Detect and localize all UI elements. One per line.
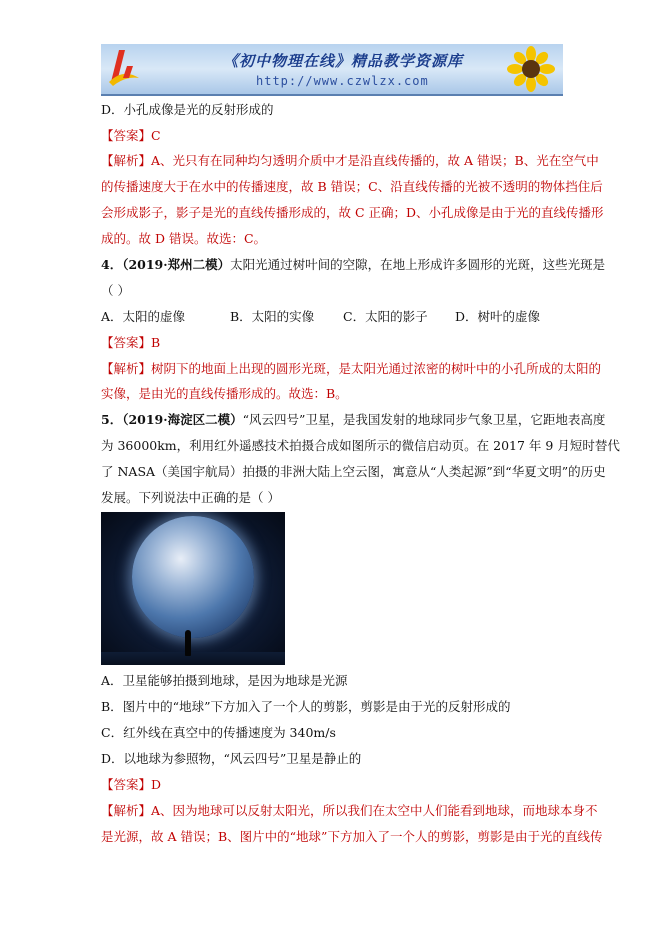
q5-option-a: A．卫星能够拍摄到地球，是因为地球是光源 (101, 673, 348, 688)
site-logo-icon (105, 48, 141, 90)
question-4-number: 4． (101, 257, 123, 272)
question-4 (101, 257, 605, 273)
q5-option-b: B．图片中的“地球”下方加入了一个人的剪影，剪影是由于光的反射形成的 (101, 699, 511, 714)
prev-option-d: D．小孔成像是光的反射形成的 (101, 102, 274, 117)
analysis-4-line-2: 实像，是由光的直线传播形成的。故选：B。 (101, 386, 348, 401)
analysis-5-line-1: 【解析】A、因为地球可以反射太阳光，所以我们在太空中人们能看到地球，而地球本身不 (101, 803, 598, 818)
analysis-3-line-3: 会形成影子，影子是光的直线传播形成的，故 C 正确；D、小孔成像是由于光的直线传播形 (101, 205, 604, 220)
ground-silhouette (101, 652, 285, 665)
header-title: 《初中物理在线》精品教学资源库 (223, 52, 464, 70)
question-5-line-4: 发展。下列说法中正确的是（ ） (101, 490, 280, 505)
q5-option-d: D．以地球为参照物，“风云四号”卫星是静止的 (101, 751, 362, 766)
answer-3: 【答案】C (101, 128, 161, 143)
q5-option-c: C．红外线在真空中的传播速度为 340m/s (101, 725, 336, 740)
q4-option-c: C．太阳的影子 (343, 309, 428, 324)
q4-option-b: B．太阳的实像 (230, 309, 315, 324)
question-5-line-2: 为 36000km，利用红外遥感技术拍摄合成如图所示的微信启动页。在 2017 年 9 月短时替代 (101, 438, 620, 453)
question-5-line-3: 了 NASA（美国宇航局）拍摄的非洲大陆上空云图，寓意从“人类起源”到“华夏文明”的历史 (101, 464, 606, 479)
analysis-3-line-1: 【解析】A、光只有在同种均匀透明介质中才是沿直线传播的，故 A 错误；B、光在空气中 (101, 153, 599, 168)
question-4-source: （2019·郑州二模） (122, 257, 231, 272)
sunflower-icon (507, 46, 555, 92)
header-url: http://www.czwlzx.com (256, 74, 429, 88)
earth-image (101, 512, 285, 665)
person-silhouette (185, 630, 191, 656)
answer-4: 【答案】B (101, 335, 161, 350)
analysis-3-line-2: 的传播速度大于在水中的传播速度，故 B 错误；C、沿直线传播的光被不透明的物体挡住后 (101, 179, 603, 194)
question-4-bracket: （ ） (101, 283, 130, 298)
question-4-text: 太阳光通过树叶间的空隙，在地上形成许多圆形的光斑，这些光斑是 (230, 257, 606, 272)
analysis-3-line-4: 成的。故 D 错误。故选：C。 (101, 231, 267, 246)
question-5 (101, 412, 605, 428)
question-5-source: （2019·海淀区二模） (122, 412, 243, 427)
analysis-5-line-2: 是光源，故 A 错误；B、图片中的“地球”下方加入了一个人的剪影，剪影是由于光的直线传 (101, 829, 603, 844)
header-banner (101, 44, 563, 96)
analysis-4-line-1: 【解析】树阴下的地面上出现的圆形光斑，是太阳光通过浓密的树叶中的小孔所成的太阳的 (101, 361, 602, 376)
question-5-number: 5． (101, 412, 123, 427)
q4-option-a: A．太阳的虚像 (101, 309, 186, 324)
answer-5: 【答案】D (101, 777, 162, 792)
question-5-line-1: “风云四号”卫星，是我国发射的地球同步气象卫星，它距地表高度 (242, 412, 606, 427)
earth-globe (132, 516, 254, 638)
q4-option-d: D．树叶的虚像 (455, 309, 541, 324)
